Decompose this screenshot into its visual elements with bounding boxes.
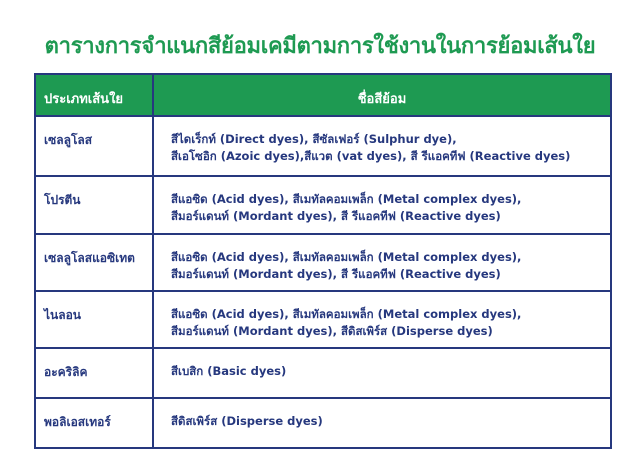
dye-names-text [171, 306, 521, 340]
table-row [36, 349, 610, 399]
dye-line: สีไดเร็กท์ (Direct dyes), สีซัลเฟอร์ (Sulphur dye), [171, 132, 457, 146]
dye-line: สีมอร์แดนท์ (Mordant dyes), สี รีแอคทีฟ (Reactive dyes) [171, 209, 501, 223]
fiber-type-label: เซลลูโลส [44, 133, 93, 147]
table-row [36, 292, 610, 349]
dye-names-cell [154, 177, 610, 233]
table-row [36, 177, 610, 235]
fiber-type-label: เซลลูโลสแอซิเทต [44, 251, 135, 265]
fiber-type-label: พอลิเอสเทอร์ [44, 415, 111, 429]
fiber-type-cell [36, 399, 154, 447]
dye-names-cell [154, 292, 610, 347]
dye-line: สีแอซิด (Acid dyes), สีเมทัลคอมเพล็ก (Metal complex dyes), [171, 192, 522, 206]
header-dye-names-label: ชื่อสีย้อม [357, 92, 407, 107]
fiber-type-cell [36, 235, 154, 290]
dye-names-cell [154, 349, 610, 397]
table-header-row [36, 75, 610, 117]
dye-line: สีเอโซอิก (Azoic dyes),สีแวต (vat dyes), สี รีแอคทีฟ (Reactive dyes) [171, 149, 571, 163]
dye-names-cell [154, 399, 610, 447]
fiber-type-cell [36, 177, 154, 233]
dye-names-text [171, 131, 570, 165]
header-cell-dye-names [154, 75, 610, 115]
header-cell-fiber-type [36, 75, 154, 115]
fiber-type-label: ไนลอน [44, 308, 82, 322]
fiber-type-label: โปรตีน [44, 193, 81, 207]
fiber-type-cell [36, 117, 154, 175]
dye-names-text [171, 363, 286, 380]
fiber-type-cell [36, 292, 154, 347]
dye-line: สีแอซิด (Acid dyes), สีเมทัลคอมเพล็ก (Metal complex dyes), [171, 250, 522, 264]
dye-line: สีแอซิด (Acid dyes), สีเมทัลคอมเพล็ก (Metal complex dyes), [171, 307, 522, 321]
dye-classification-table [34, 73, 612, 449]
table-row [36, 117, 610, 177]
table-row [36, 399, 610, 447]
header-fiber-type-label: ประเภทเส้นใย [44, 92, 124, 107]
dye-names-text [171, 413, 323, 430]
dye-line: สีดิสเพิร์ส (Disperse dyes) [171, 414, 323, 428]
dye-line: สีมอร์แดนท์ (Mordant dyes), สีดิสเพิร์ส (Disperse dyes) [171, 324, 493, 338]
dye-names-text [171, 191, 521, 225]
fiber-type-label: อะคริลิค [44, 365, 88, 379]
dye-names-text [171, 249, 521, 283]
dye-names-cell [154, 117, 610, 175]
dye-line: สีเบสิก (Basic dyes) [171, 364, 287, 378]
page-title: ตารางการจำแนกสีย้อมเคมีตามการใช้งานในการย้อมเส้นใย [44, 34, 596, 59]
table-row [36, 235, 610, 292]
dye-names-cell [154, 235, 610, 290]
dye-line: สีมอร์แดนท์ (Mordant dyes), สี รีแอคทีฟ (Reactive dyes) [171, 267, 501, 281]
fiber-type-cell [36, 349, 154, 397]
